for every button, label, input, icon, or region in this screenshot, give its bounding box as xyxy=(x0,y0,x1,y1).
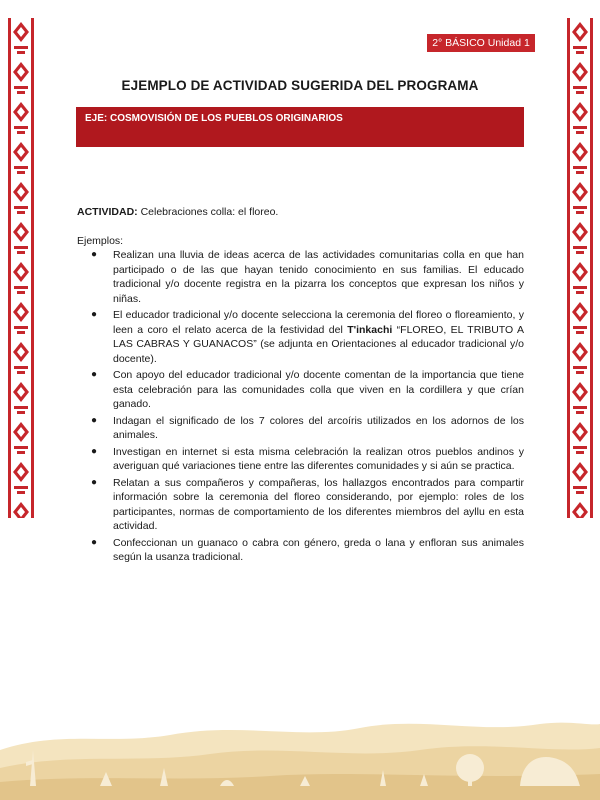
list-item: ● Relatan a sus compañeros y compañeras, los hallazgos encontrados para compartir información sobre la ceremonia del floreo considerando, por ejemplo: roles de los participantes, normas de comportamiento de los diferentes miembros del ayllu en esta actividad. xyxy=(88,476,524,534)
list-item: ● Indagan el significado de los 7 colores del arcoíris utilizados en los adornos de los animales. xyxy=(88,414,524,443)
right-decorative-border xyxy=(567,18,593,518)
activity-text: Celebraciones colla: el floreo. xyxy=(137,206,279,218)
examples-heading: Ejemplos: xyxy=(77,235,124,247)
list-item: ● Con apoyo del educador tradicional y/o docente comentan de la importancia que tiene esta celebración para las comunidades colla que viven en la cordillera y que crían ganado. xyxy=(88,368,524,412)
activity-line xyxy=(77,206,278,218)
landscape-illustration xyxy=(0,690,600,800)
bullet-icon: ● xyxy=(90,445,98,457)
bullet-icon: ● xyxy=(90,369,98,380)
list-item: ● El educador tradicional y/o docente selecciona la ceremonia del floreo o floreamiento, y leen a coro el relato acerca de la festividad del T'inkachi “FLOREO, EL TRIBUTO A LAS CABRAS Y GUANACOS” (se adjunta en Orientaciones al educador tradicional y/o docente). xyxy=(88,308,524,366)
left-decorative-border xyxy=(8,18,34,518)
bullet-icon: ● xyxy=(90,414,98,426)
eje-label: EJE: COSMOVISIÓN DE LOS PUEBLOS ORIGINARIOS xyxy=(85,113,343,124)
page-title: EJEMPLO DE ACTIVIDAD SUGERIDA DEL PROGRAMA xyxy=(121,78,479,93)
list-item: ● Realizan una lluvia de ideas acerca de las actividades comunitarias colla en que han participado o de las que hayan tenido conocimiento en sus familias. El educado tradicional y/o docente registra en la pizarra los conceptos que expresan los niños y niñas. xyxy=(88,248,524,306)
bullet-icon: ● xyxy=(90,309,98,320)
eje-banner xyxy=(76,107,524,147)
list-item: ● Confeccionan un guanaco o cabra con género, greda o lana y enfloran sus animales según la usanza tradicional. xyxy=(88,536,524,565)
examples-list xyxy=(88,248,524,567)
bullet-icon: ● xyxy=(90,476,98,488)
activity-label: ACTIVIDAD: xyxy=(77,206,138,218)
bullet-icon: ● xyxy=(90,249,98,260)
list-item: ● Investigan en internet si esta misma celebración la realizan otros pueblos andinos y averiguan qué variaciones tiene entre las diferentes comunidades y si aún se practica. xyxy=(88,445,524,474)
bullet-icon: ● xyxy=(90,536,98,548)
grade-unit-badge: 2° BÁSICO Unidad 1 xyxy=(427,34,535,52)
